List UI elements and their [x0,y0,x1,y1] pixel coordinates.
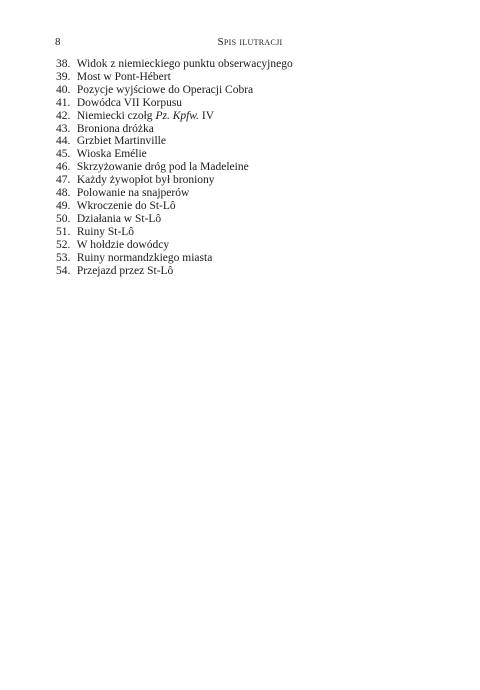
item-number: 49. [56,199,71,212]
list-item [56,200,293,213]
item-number: 46. [56,161,71,174]
item-title: Grzbiet Martinville [76,135,166,148]
item-number: 41. [56,96,71,109]
item-title: Polowanie na snajperów [76,187,190,200]
list-item [56,226,293,239]
item-title: Przejazd przez St-Lô [76,264,174,277]
page-number: 8 [55,36,61,48]
list-item [56,213,293,226]
item-title: Broniona dróżka [76,122,154,135]
item-title: W hołdzie dowódcy [76,238,170,251]
item-title: Ruiny St-Lô [76,225,135,238]
list-item [56,58,293,71]
item-number: 38. [56,58,71,70]
item-number: 45. [56,148,71,161]
item-title-tail: IV [199,109,215,122]
list-item [56,187,293,200]
item-number: 48. [56,187,71,200]
item-number: 40. [56,83,71,96]
item-title: Każdy żywopłot był broniony [76,174,215,187]
item-title: Skrzyżowanie dróg pod la Madeleine [76,161,249,174]
item-title: Wioska Emélie [76,148,147,161]
item-title: Niemiecki czołg [76,109,156,122]
list-item [56,161,293,174]
item-number: 50. [56,212,71,225]
list-item [56,239,293,252]
illustration-list [56,58,293,277]
item-title: Działania w St-Lô [76,212,162,225]
item-title: Widok z niemieckiego punktu obserwacyjnego [76,58,293,70]
item-number: 51. [56,225,71,238]
item-number: 52. [56,238,71,251]
item-title-italic: Pz. Kpfw. [155,109,199,122]
item-number: 39. [56,70,71,83]
item-number: 44. [56,135,71,148]
item-title: Pozycje wyjściowe do Operacji Cobra [76,83,254,96]
list-item [56,97,293,110]
item-title: Wkroczenie do St-Lô [76,199,176,212]
list-item [56,84,293,97]
item-number: 47. [56,174,71,187]
item-title: Most w Pont-Hébert [76,70,171,83]
list-item [56,265,293,278]
list-item [56,252,293,265]
list-item [56,135,293,148]
list-item [56,148,293,161]
item-title: Ruiny normandzkiego miasta [76,251,213,264]
list-item [56,123,293,136]
running-head: Spis ilutracji [217,36,283,48]
list-item [56,110,293,123]
list-item [56,71,293,84]
item-number: 42. [56,109,71,122]
item-number: 43. [56,122,71,135]
item-number: 54. [56,264,71,277]
list-item [56,174,293,187]
item-title: Dowódca VII Korpusu [76,96,183,109]
item-number: 53. [56,251,71,264]
